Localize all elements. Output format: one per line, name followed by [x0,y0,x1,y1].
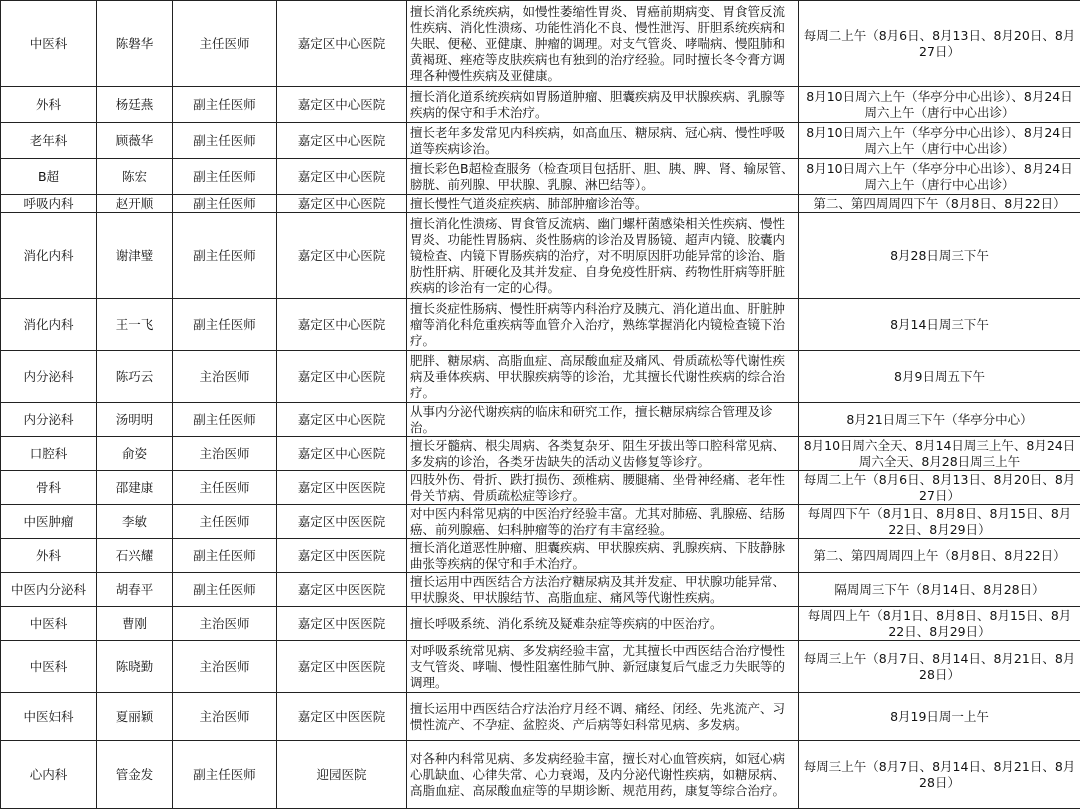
doctor-name-cell: 赵开顺 [97,195,173,213]
doctor-name-cell: 陈晓勤 [97,641,173,693]
department-cell: 老年科 [1,123,97,159]
table-row [1,123,1080,159]
doctor-name-cell: 顾薇华 [97,123,173,159]
department-cell: 中医科 [1,1,97,87]
doctor-title-cell: 主治医师 [173,351,277,403]
table-row [1,471,1080,505]
specialty-cell: 擅长运用中西医结合疗法治疗月经不调、痛经、闭经、先兆流产、习惯性流产、不孕症、盆腔炎、产后病等妇科常见病、多发病。 [407,693,799,741]
doctor-title-cell: 主治医师 [173,607,277,641]
hospital-cell: 嘉定区中医医院 [277,641,407,693]
table-row [1,641,1080,693]
hospital-cell: 嘉定区中医医院 [277,607,407,641]
doctor-title-cell: 主治医师 [173,437,277,471]
specialty-cell: 擅长消化性溃疡、胃食管反流病、幽门螺杆菌感染相关性疾病、慢性胃炎、功能性胃肠病、炎性肠病的诊治及胃肠镜、超声内镜、胶囊内镜检查、内镜下胃肠疾病的治疗，对不明原因肝功能异常的诊治、脂肪性肝病、肝硬化及其并发症、自身免疫性肝病、药物性肝病等肝脏疾病的诊治有一定的心得。 [407,213,799,299]
doctor-name-cell: 陈巧云 [97,351,173,403]
schedule-cell: 隔周周三下午（8月14日、8月28日） [799,573,1080,607]
department-cell: 口腔科 [1,437,97,471]
hospital-cell: 嘉定区中医医院 [277,505,407,539]
department-cell: 呼吸内科 [1,195,97,213]
schedule-cell: 每周二上午（8月6日、8月13日、8月20日、8月27日） [799,471,1080,505]
hospital-cell: 嘉定区中心医院 [277,213,407,299]
doctor-title-cell: 副主任医师 [173,123,277,159]
department-cell: 骨科 [1,471,97,505]
specialty-cell: 对呼吸系统常见病、多发病经验丰富，尤其擅长中西医结合治疗慢性支气管炎、哮喘、慢性阻塞性肺气肿、新冠康复后气虚乏力失眠等的调理。 [407,641,799,693]
schedule-cell: 每周二上午（8月6日、8月13日、8月20日、8月27日） [799,1,1080,87]
department-cell: 中医科 [1,641,97,693]
doctor-name-cell: 杨廷燕 [97,87,173,123]
department-cell: 外科 [1,539,97,573]
table-row [1,351,1080,403]
hospital-cell: 嘉定区中医医院 [277,693,407,741]
doctor-name-cell: 石兴耀 [97,539,173,573]
table-row [1,693,1080,741]
hospital-cell: 嘉定区中心医院 [277,195,407,213]
doctor-name-cell: 谢津璧 [97,213,173,299]
specialty-cell: 擅长运用中西医结合方法治疗糖尿病及其并发症、甲状腺功能异常、甲状腺炎、甲状腺结节、高脂血症、痛风等代谢性疾病。 [407,573,799,607]
department-cell: 中医肿瘤 [1,505,97,539]
hospital-cell: 嘉定区中心医院 [277,87,407,123]
schedule-cell: 每周四上午（8月1日、8月8日、8月15日、8月22日、8月29日） [799,607,1080,641]
schedule-cell: 每周三上午（8月7日、8月14日、8月21日、8月28日） [799,641,1080,693]
doctor-name-cell: 邵建康 [97,471,173,505]
doctor-name-cell: 曹刚 [97,607,173,641]
doctor-title-cell: 主任医师 [173,505,277,539]
schedule-cell: 第二、第四周周四上午（8月8日、8月22日） [799,539,1080,573]
table-row [1,403,1080,437]
doctor-title-cell: 副主任医师 [173,195,277,213]
department-cell: 中医科 [1,607,97,641]
specialty-cell: 擅长消化道系统疾病如胃肠道肿瘤、胆囊疾病及甲状腺疾病、乳腺等疾病的保守和手术治疗。 [407,87,799,123]
doctor-title-cell: 主任医师 [173,471,277,505]
schedule-cell: 8月10日周六上午（华亭分中心出诊）、8月24日周六上午（唐行中心出诊） [799,87,1080,123]
specialty-cell: 对中医内科常见病的中医治疗经验丰富。尤其对肺癌、乳腺癌、结肠癌、前列腺癌、妇科肿瘤等的治疗有丰富经验。 [407,505,799,539]
doctor-name-cell: 胡春平 [97,573,173,607]
doctor-name-cell: 俞姿 [97,437,173,471]
specialty-cell: 擅长慢性气道炎症疾病、肺部肿瘤诊治等。 [407,195,799,213]
specialty-cell: 擅长彩色B超检查服务（检查项目包括肝、胆、胰、脾、肾、输尿管、膀胱、前列腺、甲状腺、乳腺、淋巴结等）。 [407,159,799,195]
department-cell: 内分泌科 [1,351,97,403]
specialty-cell: 擅长牙髓病、根尖周病、各类复杂牙、阻生牙拔出等口腔科常见病、多发病的诊治，各类牙齿缺失的活动义齿修复等诊疗。 [407,437,799,471]
doctor-name-cell: 夏丽颖 [97,693,173,741]
table-row [1,1,1080,87]
doctor-name-cell: 管金发 [97,741,173,809]
schedule-cell: 8月19日周一上午 [799,693,1080,741]
specialty-cell: 擅长消化系统疾病，如慢性萎缩性胃炎、胃癌前期病变、胃食管反流性疾病、消化性溃疡、功能性消化不良、慢性泄泻、肝胆系统疾病和失眠、便秘、亚健康、肿瘤的调理。对支气管炎、哮喘病、慢阻肺和黄褐斑、痤疮等皮肤疾病也有独到的治疗经验。同时擅长冬令膏方调理各种慢性疾病及亚健康。 [407,1,799,87]
table-row [1,159,1080,195]
doctor-title-cell: 主治医师 [173,641,277,693]
table-row [1,87,1080,123]
doctor-title-cell: 副主任医师 [173,87,277,123]
hospital-cell: 嘉定区中医医院 [277,539,407,573]
table-body [1,1,1080,809]
table-row [1,539,1080,573]
doctor-title-cell: 副主任医师 [173,539,277,573]
schedule-cell: 第二、第四周周四下午（8月8日、8月22日） [799,195,1080,213]
schedule-cell: 8月10日周六上午（华亭分中心出诊）、8月24日周六上午（唐行中心出诊） [799,159,1080,195]
schedule-cell: 8月21日周三下午（华亭分中心） [799,403,1080,437]
specialty-cell: 对各种内科常见病、多发病经验丰富，擅长对心血管疾病，如冠心病心肌缺血、心律失常、心力衰竭，及内分泌代谢性疾病，如糖尿病、高脂血症、高尿酸血症等的早期诊断、规范用药，康复等综合治疗。 [407,741,799,809]
specialty-cell: 擅长炎症性肠病、慢性肝病等内科治疗及胰亢、消化道出血、肝脏肿瘤等消化科危重疾病等血管介入治疗，熟练掌握消化内镜检查镜下治疗。 [407,299,799,351]
hospital-cell: 嘉定区中医医院 [277,573,407,607]
table-row [1,607,1080,641]
doctor-title-cell: 副主任医师 [173,213,277,299]
hospital-cell: 嘉定区中心医院 [277,403,407,437]
doctor-title-cell: 副主任医师 [173,741,277,809]
table-row [1,505,1080,539]
doctor-title-cell: 副主任医师 [173,573,277,607]
department-cell: 消化内科 [1,213,97,299]
schedule-cell: 8月9日周五下午 [799,351,1080,403]
schedule-cell: 8月28日周三下午 [799,213,1080,299]
doctor-title-cell: 副主任医师 [173,403,277,437]
specialty-cell: 四肢外伤、骨折、跌打损伤、颈椎病、腰腿痛、坐骨神经痛、老年性骨关节病、骨质疏松症等诊疗。 [407,471,799,505]
hospital-cell: 嘉定区中心医院 [277,351,407,403]
department-cell: 中医内分泌科 [1,573,97,607]
table-row [1,195,1080,213]
department-cell: 内分泌科 [1,403,97,437]
hospital-cell: 嘉定区中心医院 [277,299,407,351]
hospital-cell: 嘉定区中心医院 [277,159,407,195]
specialty-cell: 擅长呼吸系统、消化系统及疑难杂症等疾病的中医治疗。 [407,607,799,641]
hospital-cell: 嘉定区中医医院 [277,471,407,505]
schedule-cell: 每周四下午（8月1日、8月8日、8月15日、8月22日、8月29日） [799,505,1080,539]
department-cell: 中医妇科 [1,693,97,741]
table-row [1,213,1080,299]
schedule-cell: 8月14日周三下午 [799,299,1080,351]
hospital-cell: 嘉定区中心医院 [277,1,407,87]
schedule-cell: 8月10日周六上午（华亭分中心出诊）、8月24日周六上午（唐行中心出诊） [799,123,1080,159]
table-row [1,299,1080,351]
specialty-cell: 从事内分泌代谢疾病的临床和研究工作，擅长糖尿病综合管理及诊治。 [407,403,799,437]
schedule-cell: 8月10日周六全天、8月14日周三上午、8月24日周六全天、8月28日周三上午 [799,437,1080,471]
department-cell: 心内科 [1,741,97,809]
table-row [1,437,1080,471]
department-cell: 消化内科 [1,299,97,351]
doctor-name-cell: 王一飞 [97,299,173,351]
hospital-cell: 迎园医院 [277,741,407,809]
doctor-name-cell: 汤明明 [97,403,173,437]
hospital-cell: 嘉定区中心医院 [277,437,407,471]
doctor-title-cell: 副主任医师 [173,159,277,195]
specialty-cell: 擅长消化道恶性肿瘤、胆囊疾病、甲状腺疾病、乳腺疾病、下肢静脉曲张等疾病的保守和手术治疗。 [407,539,799,573]
department-cell: 外科 [1,87,97,123]
doctor-name-cell: 李敏 [97,505,173,539]
specialty-cell: 擅长老年多发常见内科疾病，如高血压、糖尿病、冠心病、慢性呼吸道等疾病诊治。 [407,123,799,159]
doctor-name-cell: 陈磐华 [97,1,173,87]
specialty-cell: 肥胖、糖尿病、高脂血症、高尿酸血症及痛风、骨质疏松等代谢性疾病及垂体疾病、甲状腺疾病等的诊治，尤其擅长代谢性疾病的综合治疗。 [407,351,799,403]
schedule-cell: 每周三上午（8月7日、8月14日、8月21日、8月28日） [799,741,1080,809]
doctor-title-cell: 主治医师 [173,693,277,741]
table-row [1,741,1080,809]
table-row [1,573,1080,607]
hospital-cell: 嘉定区中心医院 [277,123,407,159]
doctor-title-cell: 副主任医师 [173,299,277,351]
doctor-name-cell: 陈宏 [97,159,173,195]
department-cell: B超 [1,159,97,195]
doctor-title-cell: 主任医师 [173,1,277,87]
